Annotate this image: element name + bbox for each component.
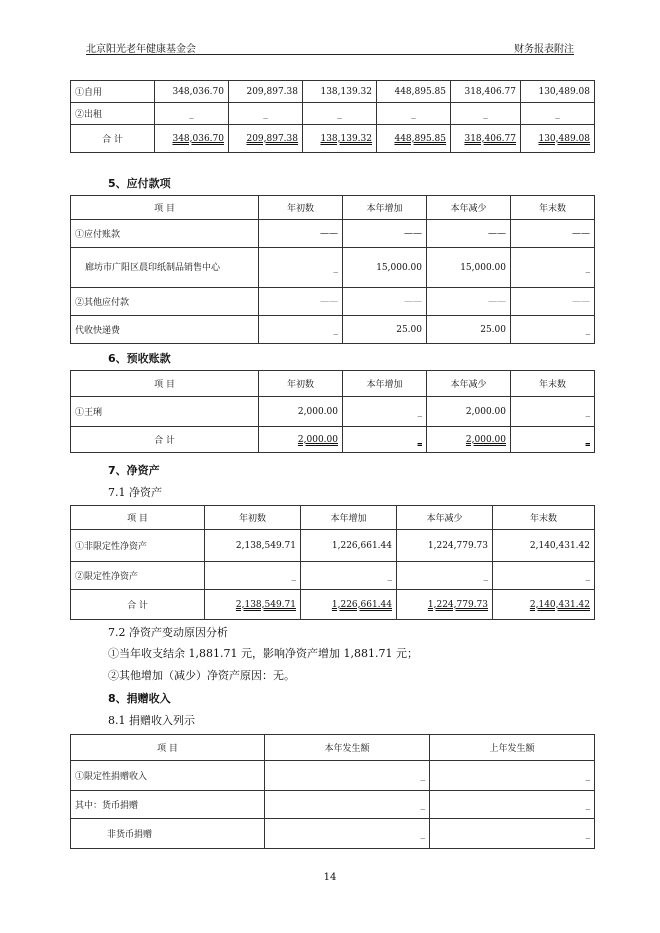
cell: _ (265, 761, 430, 791)
col-header: 本年增加 (343, 196, 427, 220)
cell: _ (511, 248, 595, 288)
cell: 2,138,549.71 (235, 599, 296, 610)
table-header-row (71, 735, 595, 761)
advance-receipts-table (70, 370, 595, 453)
cell: _ (430, 761, 595, 791)
col-header: 本年减少 (397, 506, 493, 530)
col-header: 年末数 (493, 506, 595, 530)
cell: 15,000.00 (427, 248, 511, 288)
col-header: 本年增加 (301, 506, 397, 530)
cell: _ (511, 316, 595, 344)
row-label: ②限定性净资产 (71, 562, 205, 590)
cell: 2,140,431.42 (529, 599, 590, 610)
col-header: 项 目 (71, 196, 259, 220)
fixed-assets-table (70, 80, 595, 153)
cell: 130,489.08 (521, 81, 595, 103)
row-label: ②其他应付款 (71, 288, 259, 316)
cell: 2,000.00 (427, 397, 511, 427)
table-row (71, 761, 595, 791)
cell: _ (343, 397, 427, 427)
cell: 348,036.70 (155, 81, 229, 103)
cell: _ (430, 819, 595, 849)
cell: _ (205, 562, 301, 590)
col-header: 本年增加 (343, 371, 427, 397)
cell: 2,140,431.42 (493, 530, 595, 562)
cell: _ (493, 562, 595, 590)
cell: 318,406.77 (451, 81, 521, 103)
row-label: ①非限定性净资产 (71, 530, 205, 562)
table-row-total (71, 590, 595, 620)
cell: 2,000.00 (465, 434, 506, 445)
cell: _ (430, 791, 595, 819)
section-7-2-title: 7.2 净资产变动原因分析 (108, 626, 228, 639)
cell: _ (303, 103, 377, 125)
cell: 25.00 (343, 316, 427, 344)
row-label: 非货币捐赠 (71, 819, 265, 849)
cell: 318,406.77 (464, 133, 516, 144)
table-row-total (71, 125, 595, 153)
cell: —— (511, 220, 595, 248)
col-header: 年初数 (205, 506, 301, 530)
table-row (71, 316, 595, 344)
col-header: 年末数 (511, 196, 595, 220)
section-7-1-title: 7.1 净资产 (108, 486, 162, 499)
table-row (71, 397, 595, 427)
table-row-total (71, 427, 595, 453)
col-header: 本年发生额 (265, 735, 430, 761)
cell: 138,139.32 (320, 133, 372, 144)
col-header: 项 目 (71, 735, 265, 761)
row-label: ①王琍 (71, 397, 259, 427)
table-row (71, 248, 595, 288)
cell: —— (427, 288, 511, 316)
donation-income-table (70, 734, 595, 849)
table-row (71, 562, 595, 590)
cell: 448,895.85 (377, 81, 451, 103)
cell: _ (417, 434, 422, 445)
header-doc-title: 财务报表附注 (514, 44, 574, 55)
cell: _ (521, 103, 595, 125)
cell: 15,000.00 (343, 248, 427, 288)
cell: —— (259, 288, 343, 316)
table-row (71, 530, 595, 562)
cell: 138,139.32 (303, 81, 377, 103)
cell: 1,224,779.73 (397, 530, 493, 562)
table-row (71, 81, 595, 103)
row-label: 廊坊市广阳区晨印纸制品销售中心 (71, 248, 259, 288)
row-label: 合 计 (71, 427, 259, 453)
cell: _ (265, 819, 430, 849)
table-header-row (71, 371, 595, 397)
section-8-title: 8、捐赠收入 (108, 692, 171, 705)
row-label: ①自用 (71, 81, 155, 103)
table-row (71, 819, 595, 849)
net-assets-table (70, 505, 595, 620)
cell: 448,895.85 (394, 133, 446, 144)
row-label: 代收快递费 (71, 316, 259, 344)
cell: 348,036.70 (172, 133, 224, 144)
header-org-name: 北京阳光老年健康基金会 (86, 44, 196, 55)
table-header-row (71, 506, 595, 530)
cell: _ (229, 103, 303, 125)
col-header: 项 目 (71, 371, 259, 397)
cell: _ (377, 103, 451, 125)
cell: 1,226,661.44 (331, 599, 392, 610)
col-header: 项 目 (71, 506, 205, 530)
section-6-title: 6、预收账款 (108, 352, 171, 365)
cell: _ (259, 248, 343, 288)
table-header-row (71, 196, 595, 220)
cell: _ (511, 397, 595, 427)
paragraph-surplus: ①当年收支结余 1,881.71 元，影响净资产增加 1,881.71 元； (108, 647, 418, 660)
col-header: 本年减少 (427, 196, 511, 220)
page-header (86, 38, 574, 55)
table-row (71, 288, 595, 316)
cell: —— (511, 288, 595, 316)
col-header: 年初数 (259, 371, 343, 397)
page-number: 14 (323, 872, 337, 883)
cell: —— (259, 220, 343, 248)
cell: —— (343, 288, 427, 316)
cell: _ (585, 434, 590, 445)
row-label: ①应付账款 (71, 220, 259, 248)
col-header: 本年减少 (427, 371, 511, 397)
cell: —— (343, 220, 427, 248)
table-row (71, 220, 595, 248)
cell: _ (265, 791, 430, 819)
cell: 25.00 (427, 316, 511, 344)
table-row (71, 103, 595, 125)
cell: 209,897.38 (246, 133, 298, 144)
cell: 2,000.00 (297, 434, 338, 445)
payables-table (70, 195, 595, 344)
cell: 130,489.08 (538, 133, 590, 144)
cell: 2,138,549.71 (205, 530, 301, 562)
section-5-title: 5、应付款项 (108, 177, 171, 190)
cell: —— (427, 220, 511, 248)
cell: _ (155, 103, 229, 125)
row-label: ②出租 (71, 103, 155, 125)
cell: 2,000.00 (259, 397, 343, 427)
row-label: ①限定性捐赠收入 (71, 761, 265, 791)
col-header: 上年发生额 (430, 735, 595, 761)
col-header: 年末数 (511, 371, 595, 397)
section-8-1-title: 8.1 捐赠收入列示 (108, 714, 195, 727)
cell: _ (451, 103, 521, 125)
cell: 209,897.38 (229, 81, 303, 103)
cell: 1,224,779.73 (427, 599, 488, 610)
cell: 1,226,661.44 (301, 530, 397, 562)
section-7-title: 7、净资产 (108, 464, 160, 477)
cell: _ (301, 562, 397, 590)
row-label: 合 计 (71, 590, 205, 620)
table-row (71, 791, 595, 819)
row-label: 其中：货币捐赠 (71, 791, 265, 819)
paragraph-other-changes: ②其他增加（减少）净资产原因：无。 (108, 669, 295, 682)
row-label: 合 计 (71, 125, 155, 153)
cell: _ (397, 562, 493, 590)
cell: _ (259, 316, 343, 344)
col-header: 年初数 (259, 196, 343, 220)
